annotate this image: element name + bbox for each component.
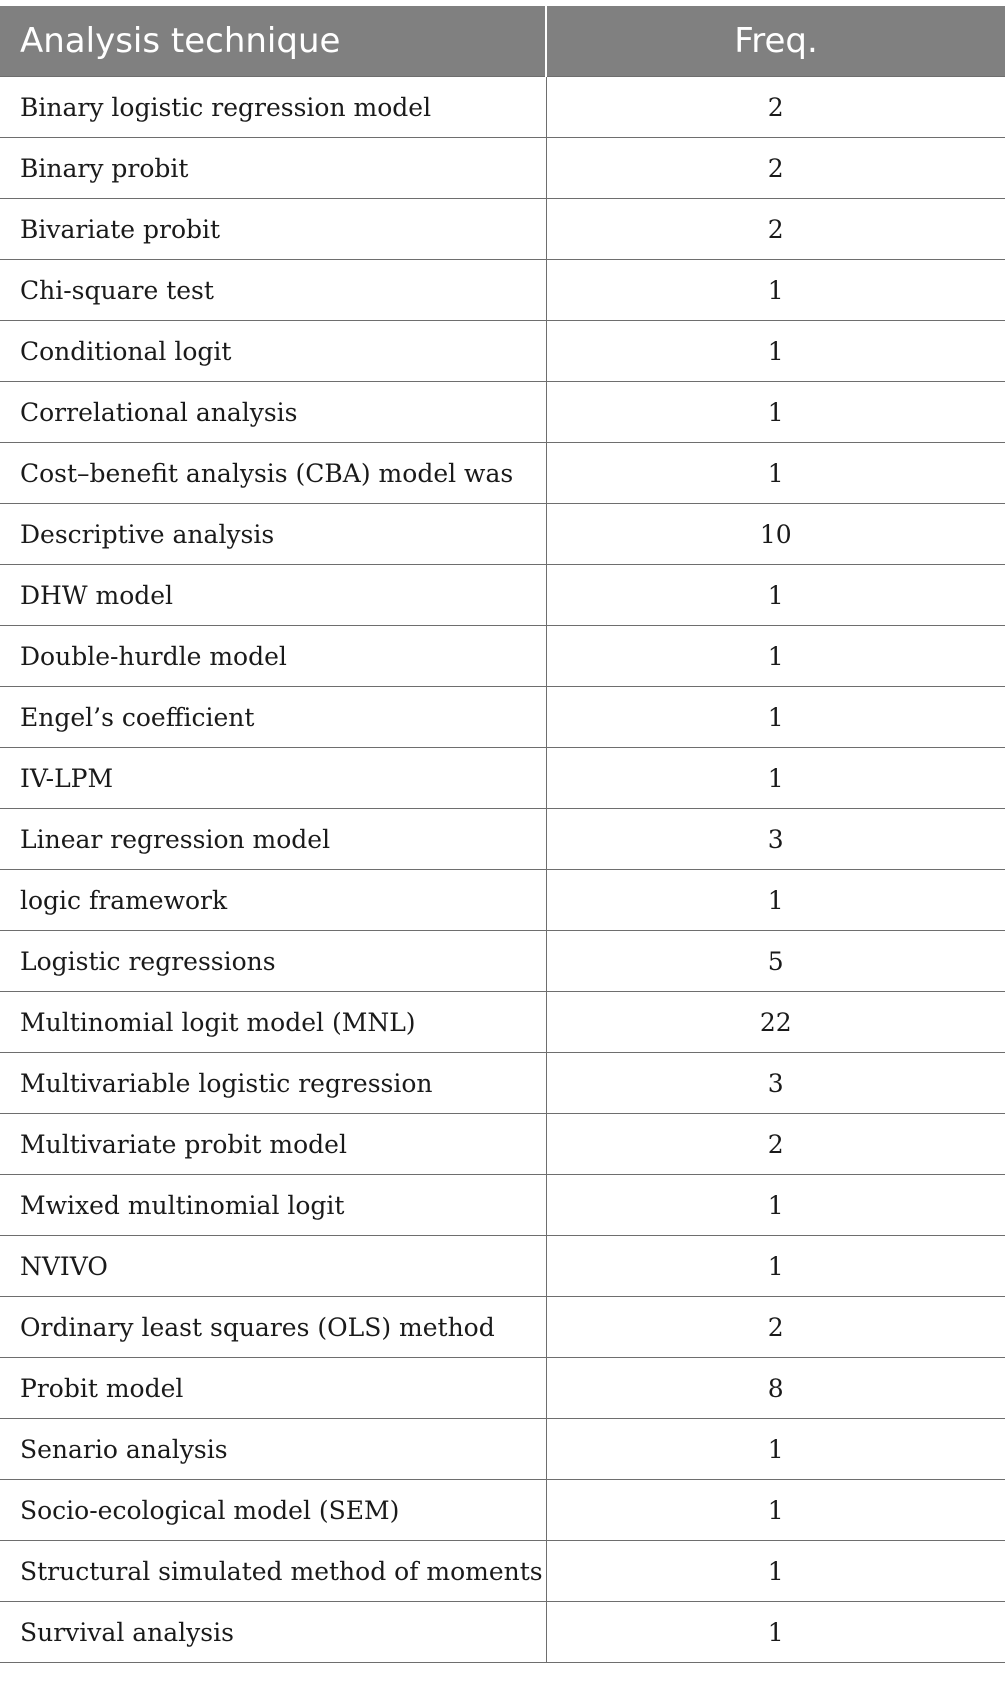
frequency-cell: 5 [546, 931, 1005, 992]
frequency-cell: 1 [546, 687, 1005, 748]
technique-cell: Probit model [0, 1358, 546, 1419]
table-row [0, 1602, 1005, 1663]
table-row [0, 870, 1005, 931]
table-row [0, 809, 1005, 870]
table-row [0, 1114, 1005, 1175]
frequency-cell: 1 [546, 1480, 1005, 1541]
header-frequency: Freq. [546, 6, 1005, 77]
frequency-cell: 1 [546, 565, 1005, 626]
table-row [0, 1541, 1005, 1602]
table-row [0, 321, 1005, 382]
table-row [0, 687, 1005, 748]
table-row [0, 260, 1005, 321]
frequency-cell: 2 [546, 199, 1005, 260]
frequency-cell: 1 [546, 1602, 1005, 1663]
frequency-cell: 1 [546, 1236, 1005, 1297]
table-row [0, 1236, 1005, 1297]
table-row [0, 1480, 1005, 1541]
frequency-cell: 2 [546, 77, 1005, 138]
header-analysis-technique: Analysis technique [0, 6, 546, 77]
technique-cell: Conditional logit [0, 321, 546, 382]
technique-cell: Structural simulated method of moments [0, 1541, 546, 1602]
frequency-cell: 1 [546, 626, 1005, 687]
frequency-cell: 8 [546, 1358, 1005, 1419]
frequency-cell: 1 [546, 321, 1005, 382]
table-row [0, 77, 1005, 138]
table-row [0, 1419, 1005, 1480]
table-row [0, 992, 1005, 1053]
technique-cell: Binary probit [0, 138, 546, 199]
frequency-cell: 1 [546, 260, 1005, 321]
table-row [0, 565, 1005, 626]
technique-cell: Chi-square test [0, 260, 546, 321]
frequency-cell: 1 [546, 1175, 1005, 1236]
technique-cell: Descriptive analysis [0, 504, 546, 565]
technique-cell: Engel’s coefficient [0, 687, 546, 748]
table-row [0, 1358, 1005, 1419]
frequency-cell: 3 [546, 809, 1005, 870]
table-row [0, 1297, 1005, 1358]
technique-cell: Binary logistic regression model [0, 77, 546, 138]
header-row [0, 6, 1005, 77]
frequency-cell: 1 [546, 748, 1005, 809]
table-header [0, 6, 1005, 77]
technique-cell: Multivariable logistic regression [0, 1053, 546, 1114]
frequency-cell: 2 [546, 1114, 1005, 1175]
technique-cell: Ordinary least squares (OLS) method [0, 1297, 546, 1358]
table-row [0, 504, 1005, 565]
frequency-cell: 22 [546, 992, 1005, 1053]
frequency-cell: 1 [546, 1419, 1005, 1480]
technique-cell: Correlational analysis [0, 382, 546, 443]
technique-cell: DHW model [0, 565, 546, 626]
table-row [0, 443, 1005, 504]
technique-cell: Double-hurdle model [0, 626, 546, 687]
frequency-cell: 10 [546, 504, 1005, 565]
table-row [0, 1053, 1005, 1114]
technique-cell: IV-LPM [0, 748, 546, 809]
frequency-cell: 1 [546, 382, 1005, 443]
frequency-cell: 2 [546, 138, 1005, 199]
technique-cell: logic framework [0, 870, 546, 931]
frequency-cell: 1 [546, 870, 1005, 931]
frequency-cell: 1 [546, 1541, 1005, 1602]
technique-cell: Logistic regressions [0, 931, 546, 992]
table-body [0, 77, 1005, 1663]
technique-cell: Survival analysis [0, 1602, 546, 1663]
frequency-cell: 3 [546, 1053, 1005, 1114]
technique-cell: Senario analysis [0, 1419, 546, 1480]
technique-cell: Linear regression model [0, 809, 546, 870]
technique-cell: Bivariate probit [0, 199, 546, 260]
frequency-cell: 1 [546, 443, 1005, 504]
technique-cell: Socio-ecological model (SEM) [0, 1480, 546, 1541]
technique-cell: Multivariate probit model [0, 1114, 546, 1175]
analysis-technique-table [0, 6, 1005, 1663]
table-row [0, 199, 1005, 260]
table-row [0, 1175, 1005, 1236]
table-row [0, 138, 1005, 199]
frequency-cell: 2 [546, 1297, 1005, 1358]
technique-cell: NVIVO [0, 1236, 546, 1297]
technique-cell: Mwixed multinomial logit [0, 1175, 546, 1236]
table-row [0, 748, 1005, 809]
table-row [0, 626, 1005, 687]
table-row [0, 382, 1005, 443]
technique-cell: Cost–benefit analysis (CBA) model was [0, 443, 546, 504]
table-row [0, 931, 1005, 992]
analysis-technique-table-container [0, 6, 1005, 1663]
technique-cell: Multinomial logit model (MNL) [0, 992, 546, 1053]
